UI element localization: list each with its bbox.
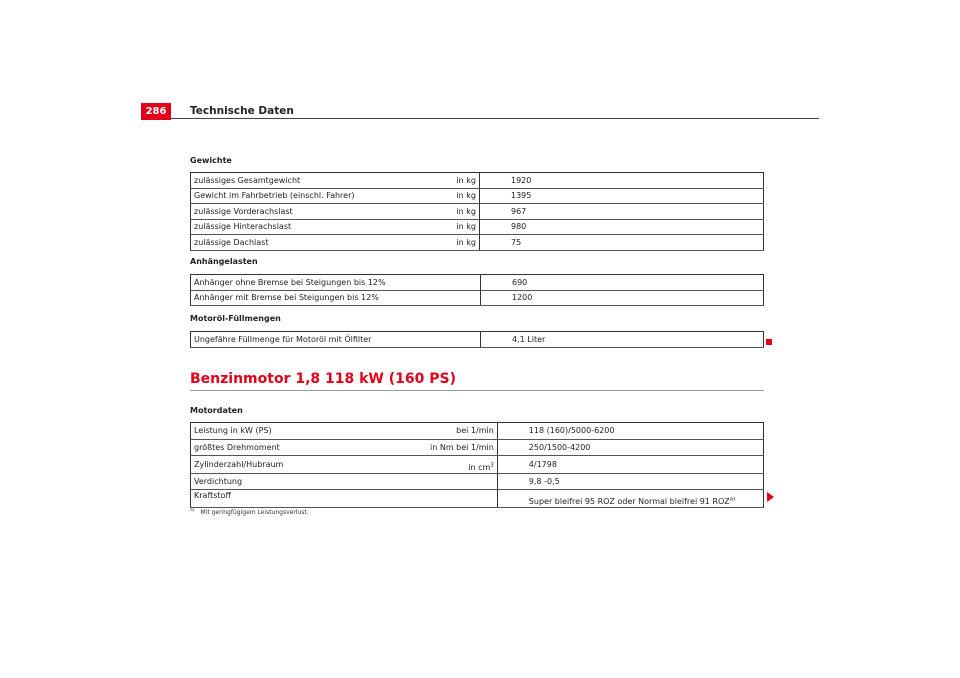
trailer-label: Anhängelasten: [190, 257, 258, 266]
row-unit: [427, 456, 497, 474]
row-label: zulässige Dachlast: [191, 235, 428, 251]
table-row: [191, 235, 764, 251]
table-row: [191, 332, 764, 348]
footnote-marker: a): [190, 508, 195, 513]
row-unit: in kg: [427, 188, 480, 204]
row-label: Ungefähre Füllmenge für Motoröl mit Ölfilter: [191, 332, 481, 348]
row-label: zulässiges Gesamtgewicht: [191, 173, 428, 189]
row-label: größtes Drehmoment: [191, 439, 428, 456]
engine-heading: Benzinmotor 1,8 118 kW (160 PS): [190, 371, 456, 387]
row-label: Anhänger mit Bremse bei Steigungen bis 12%: [191, 290, 481, 306]
table-row: [191, 173, 764, 189]
page-number-badge: [141, 103, 171, 120]
row-label: zulässige Hinterachslast: [191, 219, 428, 235]
oil-label: Motoröl-Füllmengen: [190, 314, 281, 323]
table-row: [191, 490, 764, 508]
table-row: [191, 290, 764, 306]
header-rule: [171, 118, 819, 119]
row-label: Leistung in kW (PS): [191, 423, 428, 440]
row-unit: bei 1/min: [427, 423, 497, 440]
row-value: 75: [480, 235, 764, 251]
row-label: Kraftstoff: [191, 490, 428, 508]
trailer-table: [190, 274, 764, 306]
table-row: [191, 219, 764, 235]
weights-table: [190, 172, 764, 251]
unit-text: in cm: [468, 462, 491, 472]
row-value: 1200: [481, 290, 764, 306]
page-number: 286: [145, 106, 167, 117]
table-row: [191, 439, 764, 456]
row-label: Verdichtung: [191, 473, 428, 490]
row-label: Zylinderzahl/Hubraum: [191, 456, 428, 474]
row-value: [497, 490, 763, 508]
row-label: Gewicht im Fahrbetrieb (einschl. Fahrer): [191, 188, 428, 204]
row-value: 4,1 Liter: [481, 332, 764, 348]
row-value: 9,8 -0,5: [497, 473, 763, 490]
table-row: [191, 473, 764, 490]
engine-data-label: Motordaten: [190, 406, 243, 415]
running-title: Technische Daten: [190, 105, 294, 117]
row-value: 250/1500-4200: [497, 439, 763, 456]
row-unit: [427, 473, 497, 490]
row-value: 690: [481, 275, 764, 291]
red-triangle-arrow-icon: [767, 492, 774, 502]
row-value: 1920: [480, 173, 764, 189]
table-row: [191, 456, 764, 474]
table-row: [191, 423, 764, 440]
row-value: 118 (160)/5000-6200: [497, 423, 763, 440]
footnote: [190, 509, 309, 516]
footnote-text: Mit geringfügigem Leistungsverlust.: [200, 509, 309, 516]
weights-label: Gewichte: [190, 156, 232, 165]
row-value: 1395: [480, 188, 764, 204]
table-row: [191, 188, 764, 204]
row-value: 980: [480, 219, 764, 235]
row-unit: in kg: [427, 235, 480, 251]
oil-table: [190, 331, 764, 348]
row-value: 4/1798: [497, 456, 763, 474]
row-unit: in kg: [427, 219, 480, 235]
row-unit: in kg: [427, 204, 480, 220]
footnote-ref: a): [729, 495, 736, 502]
table-row: [191, 275, 764, 291]
row-label: zulässige Vorderachslast: [191, 204, 428, 220]
red-square-stop-icon: [766, 339, 772, 345]
unit-superscript: 3: [490, 461, 494, 468]
row-unit: in Nm bei 1/min: [427, 439, 497, 456]
row-unit: [427, 490, 497, 508]
row-unit: in kg: [427, 173, 480, 189]
row-value: 967: [480, 204, 764, 220]
row-label: Anhänger ohne Bremse bei Steigungen bis 12%: [191, 275, 481, 291]
engine-table: [190, 422, 764, 508]
value-text: Super bleifrei 95 ROZ oder Normal bleifrei 91 ROZ: [528, 496, 730, 506]
heading-rule: [190, 390, 764, 391]
table-row: [191, 204, 764, 220]
